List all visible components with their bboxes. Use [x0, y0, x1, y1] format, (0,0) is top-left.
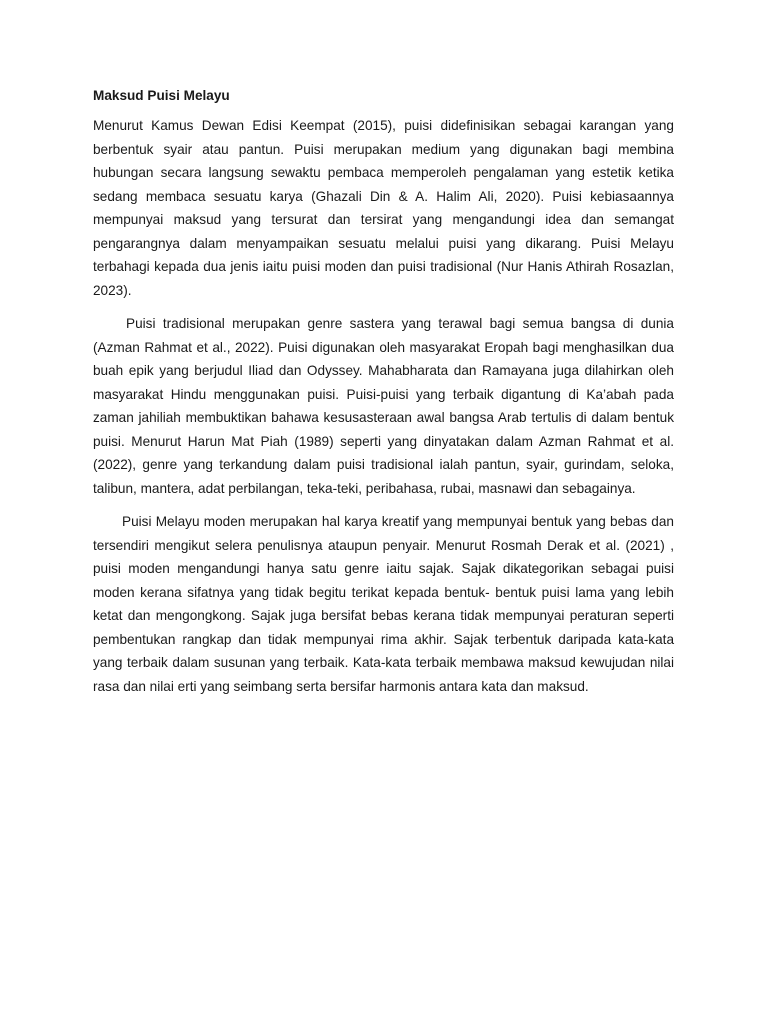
section-heading: Maksud Puisi Melayu: [93, 88, 230, 103]
paragraph-traditional-poetry: Puisi tradisional merupakan genre sastera yang terawal bagi semua bangsa di dunia (Azman Rahmat et al., 2022). Puisi digunakan oleh masyarakat Eropah bagi menghasilkan dua buah epik yang berjudul Iliad dan Odyssey. Mahabharata dan Ramayana juga dilahirkan oleh masyarakat Hindu menggunakan puisi. Puisi-puisi yang terbaik digantung di Ka’abah pada zaman jahiliah membuktikan bahawa kesusasteraan awal bangsa Arab tertulis di dalam bentuk puisi. Menurut Harun Mat Piah (1989) seperti yang dinyatakan dalam Azman Rahmat et al. (2022), genre yang terkandung dalam puisi tradisional ialah pantun, syair, gurindam, seloka, talibun, mantera, adat perbilangan, teka-teki, peribahasa, rubai, masnawi dan sebagainya.: [93, 316, 674, 496]
document-body: [93, 86, 674, 708]
paragraph-definition: Menurut Kamus Dewan Edisi Keempat (2015), puisi didefinisikan sebagai karangan yang berbentuk syair atau pantun. Puisi merupakan medium yang digunakan bagi membina hubungan secara langsung sewaktu pembaca memperoleh pengalaman yang estetik ketika sedang membaca sesuatu karya (Ghazali Din & A. Halim Ali, 2020). Puisi kebiasaannya mempunyai maksud yang tersurat dan tersirat yang mengandungi idea dan semangat pengarangnya dalam menyampaikan sesuatu melalui puisi yang dikarang. Puisi Melayu terbahagi kepada dua jenis iaitu puisi moden dan puisi tradisional (Nur Hanis Athirah Rosazlan, 2023).: [93, 118, 674, 298]
paragraph-modern-poetry: Puisi Melayu moden merupakan hal karya kreatif yang mempunyai bentuk yang bebas dan tersendiri mengikut selera penulisnya ataupun penyair. Menurut Rosmah Derak et al. (2021) , puisi moden mengandungi hanya satu genre iaitu sajak. Sajak dikategorikan sebagai puisi moden kerana sifatnya yang tidak begitu terikat kepada bentuk- bentuk puisi lama yang lebih ketat dan mengongkong. Sajak juga bersifat bebas kerana tidak mempunyai peraturan seperti pembentukan rangkap dan tidak mempunyai rima akhir. Sajak terbentuk daripada kata-kata yang terbaik dalam susunan yang terbaik. Kata-kata terbaik membawa maksud kewujudan nilai rasa dan nilai erti yang seimbang serta bersifar harmonis antara kata dan maksud.: [93, 514, 674, 694]
